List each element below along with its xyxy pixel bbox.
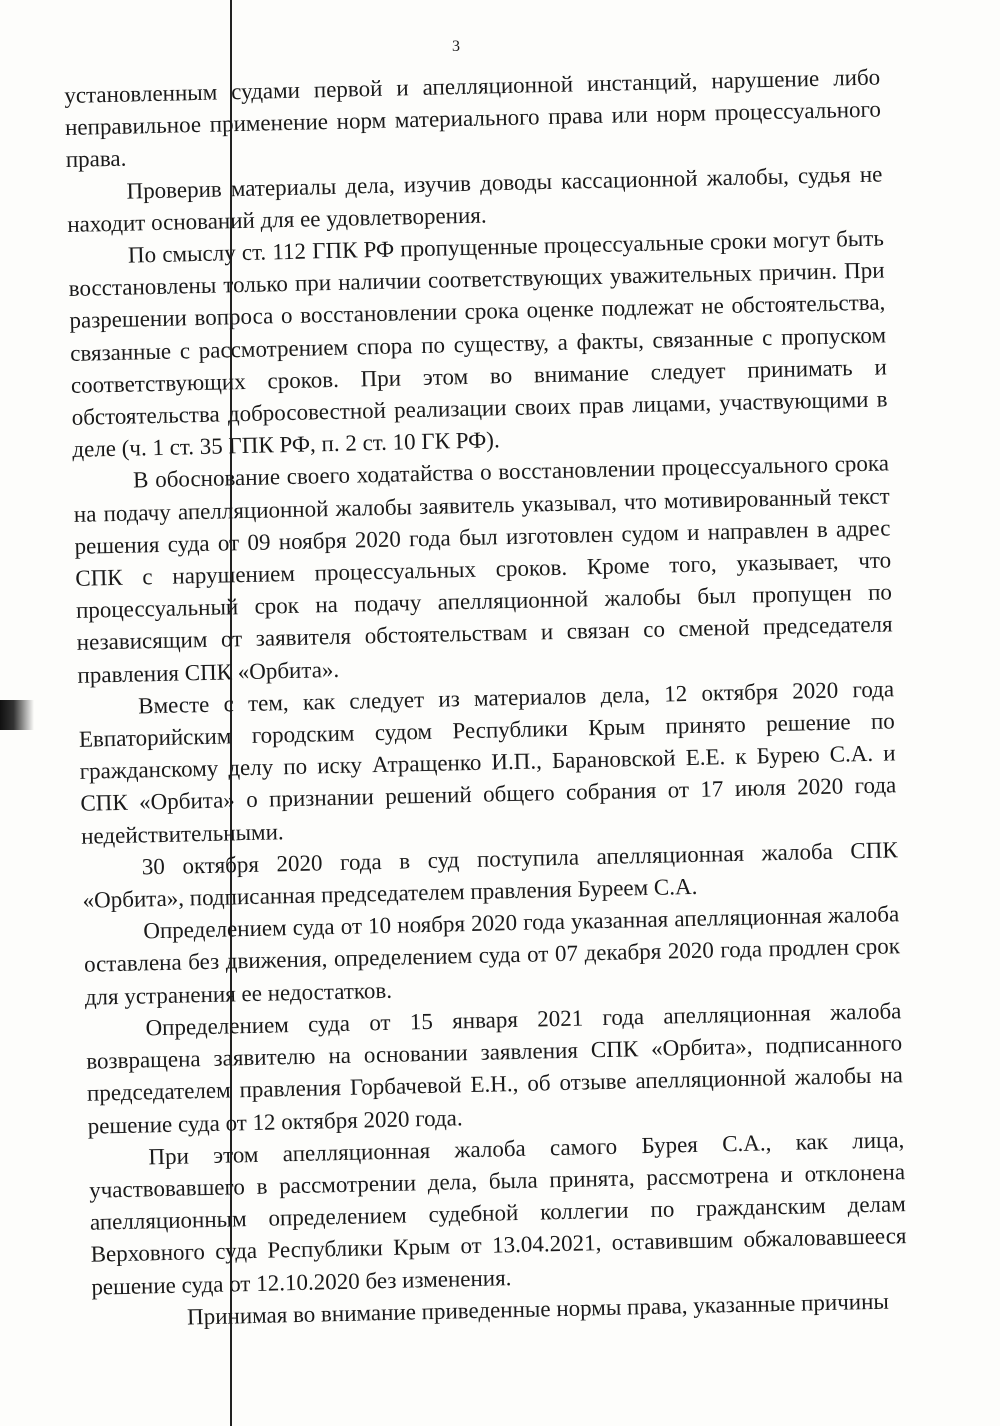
paragraph: Вместе с тем, как следует из материалов дела, 12 октября 2020 года Евпаторийским городским судом Республики Крым принято решение по гражданскому делу по иску Атращенко И.П., Барановской Е.Е. к Бурею С.А. и СПК «Орбита» о признании решений общего собрания от 17 июля 2020 года недействительными. <box>78 676 897 849</box>
scan-edge-mark <box>0 700 34 730</box>
paragraph: 30 октября 2020 года в суд поступила апелляционная жалоба СПК «Орбита», подписанная председателем правления Буреем С.А. <box>82 837 898 913</box>
paragraph: Определением суда от 15 января 2021 года апелляционная жалоба возвращена заявителю на основании заявления СПК «Орбита», подписанного председателем правления Горбачевой Е.Н., об отзыве апелляционной жалобы на решение суда от 12 октября 2020 года. <box>85 998 904 1139</box>
paragraph: По смыслу ст. 112 ГПК РФ пропущенные процессуальные сроки могут быть восстановлены только при наличии соответствующих уважительных причин. При разрешении вопроса о восстановлении срока оценке подлежат не обстоятельства, связанные с рассмотрением спора по существу, а факты, связанные с пропуском соответствующих сроков. При этом во внимание следует принимать и обстоятельства добросовестной реализации своих прав лицами, участвующими в деле (ч. 1 ст. 35 ГПК РФ, п. 2 ст. 10 ГК РФ). <box>68 225 888 463</box>
paragraph: Определением суда от 10 ноября 2020 года указанная апелляционная жалоба оставлена без движения, определением суда от 07 декабря 2020 года продлен срок для устранения ее недостатков. <box>83 901 901 1010</box>
page-number: 3 <box>452 38 460 55</box>
document-body <box>64 61 908 1335</box>
paragraph: Проверив материалы дела, изучив доводы кассационной жалобы, судья не находит оснований для ее удовлетворения. <box>66 161 883 237</box>
paragraph-continuation: установленным судами первой и апелляционной инстанций, нарушение либо неправильное применение норм материального права или норм процессуального права. <box>64 64 882 173</box>
paragraph: В обоснование своего ходатайства о восстановлении процессуального срока на подачу апелляционной жалобы заявитель указывал, что мотивированный текст решения суда от 09 ноября 2020 года был изготовлен судом и направлен в адрес СПК с нарушением процессуальных сроков. Кроме того, указывает, что процессуальный срок на подачу апелляционной жалобы был пропущен по независящим от заявителя обстоятельствам и связан со сменой председателя правления СПК «Орбита». <box>73 450 893 688</box>
paragraph: Принимая во внимание приведенные нормы права, указанные причины <box>186 1288 890 1330</box>
paragraph: При этом апелляционная жалоба самого Бурея С.А., как лица, участвовавшего в рассмотрении дела, была принята, рассмотрена и отклонена апелляционным определением судебной коллегии по гражданским делам Верховного суда Республики Крым от 13.04.2021, оставившим обжаловавшееся решение суда от 12.10.2020 без изменения. <box>88 1126 907 1300</box>
